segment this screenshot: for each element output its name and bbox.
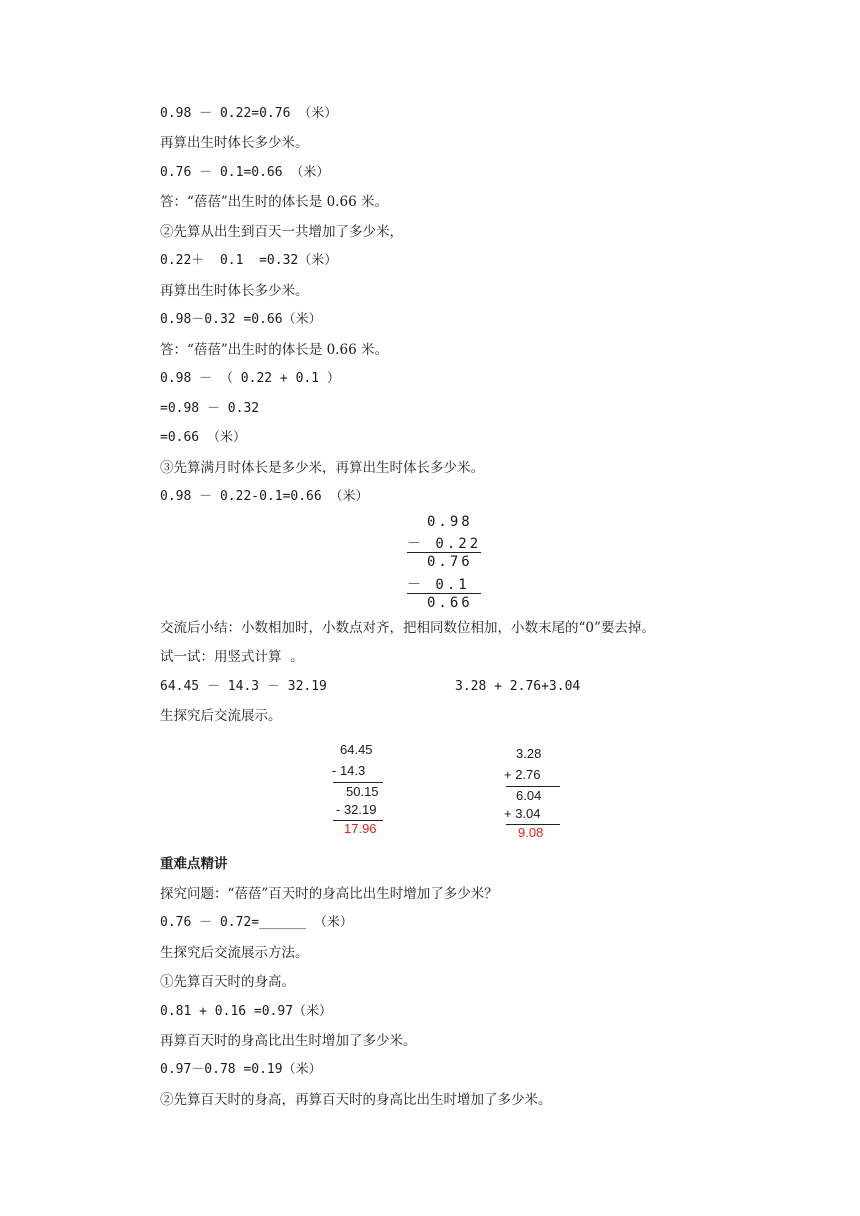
calc-divider <box>333 782 383 783</box>
text-line: 探究问题：“蓓蓓”百天时的身高比出生时增加了多少米？ <box>160 886 498 902</box>
text-line: 再算出生时体长多少米。 <box>160 283 309 299</box>
vertical-calc-1 <box>405 512 485 612</box>
text-line: =0.66 （米） <box>160 430 246 445</box>
text-line: ①先算百天时的身高。 <box>160 974 295 990</box>
calc-row: 3.28 <box>516 746 542 761</box>
calc-row: - 14.3 <box>332 763 366 778</box>
vertical-calc-3 <box>502 744 564 844</box>
text-line: 0.97－0.78 =0.19（米） <box>160 1062 322 1077</box>
calc-divider <box>407 552 481 553</box>
calc-divider <box>506 786 560 787</box>
text-line: 0.98－0.32 =0.66（米） <box>160 312 322 327</box>
calc-row: 64.45 <box>340 742 373 757</box>
calc-row: + 3.04 <box>504 806 541 821</box>
explore-show-text: 生探究后交流展示。 <box>160 708 282 724</box>
text-line: 答：“蓓蓓”出生时的体长是 0.66 米。 <box>160 194 388 210</box>
calc-row: - 32.19 <box>336 802 377 817</box>
calc-row: + 2.76 <box>504 767 541 782</box>
calc-row: 0.98 <box>427 514 473 530</box>
text-line: 0.76 － 0.72=______ （米） <box>160 915 353 930</box>
text-line: ②先算从出生到百天一共增加了多少米， <box>160 224 403 240</box>
text-line: =0.98 － 0.32 <box>160 401 260 416</box>
text-line: 0.98 － （ 0.22 + 0.1 ） <box>160 371 340 386</box>
calc-row: 0.76 <box>427 554 473 570</box>
calc-row: 0.66 <box>427 595 473 611</box>
text-line: 0.22＋ 0.1 =0.32（米） <box>160 253 338 268</box>
calc-result: 17.96 <box>344 821 377 836</box>
calc-row: 6.04 <box>516 788 542 803</box>
text-line: 0.81 + 0.16 =0.97（米） <box>160 1004 333 1019</box>
summary-text: 交流后小结：小数相加时，小数点对齐，把相同数位相加，小数末尾的“0”要去掉。 <box>160 620 655 636</box>
text-line: 生探究后交流展示方法。 <box>160 945 309 961</box>
vertical-calc-2 <box>330 740 390 840</box>
text-line: 再算出生时体长多少米。 <box>160 135 309 151</box>
problem-left: 64.45 － 14.3 － 32.19 <box>160 679 327 694</box>
text-line: 答：“蓓蓓”出生时的体长是 0.66 米。 <box>160 342 388 358</box>
section-title: 重难点精讲 <box>160 856 228 872</box>
text-line: ②先算百天时的身高，再算百天时的身高比出生时增加了多少米。 <box>160 1092 552 1108</box>
text-line: 0.76 － 0.1=0.66 （米） <box>160 165 330 180</box>
calc-result: 9.08 <box>518 825 544 840</box>
text-line: 再算百天时的身高比出生时增加了多少米。 <box>160 1033 417 1049</box>
calc-row: 50.15 <box>346 784 379 799</box>
text-line: 0.98 － 0.22=0.76 （米） <box>160 106 338 121</box>
text-line: 0.98 － 0.22-0.1=0.66 （米） <box>160 489 369 504</box>
try-it-text: 试一试：用竖式计算 。 <box>160 649 304 665</box>
calc-row: － 0.1 <box>407 577 470 593</box>
calc-divider <box>407 593 481 594</box>
calc-row: － 0.22 <box>407 536 482 552</box>
text-line: ③先算满月时体长是多少米，再算出生时体长多少米。 <box>160 460 484 476</box>
problem-right: 3.28 + 2.76+3.04 <box>455 679 581 694</box>
